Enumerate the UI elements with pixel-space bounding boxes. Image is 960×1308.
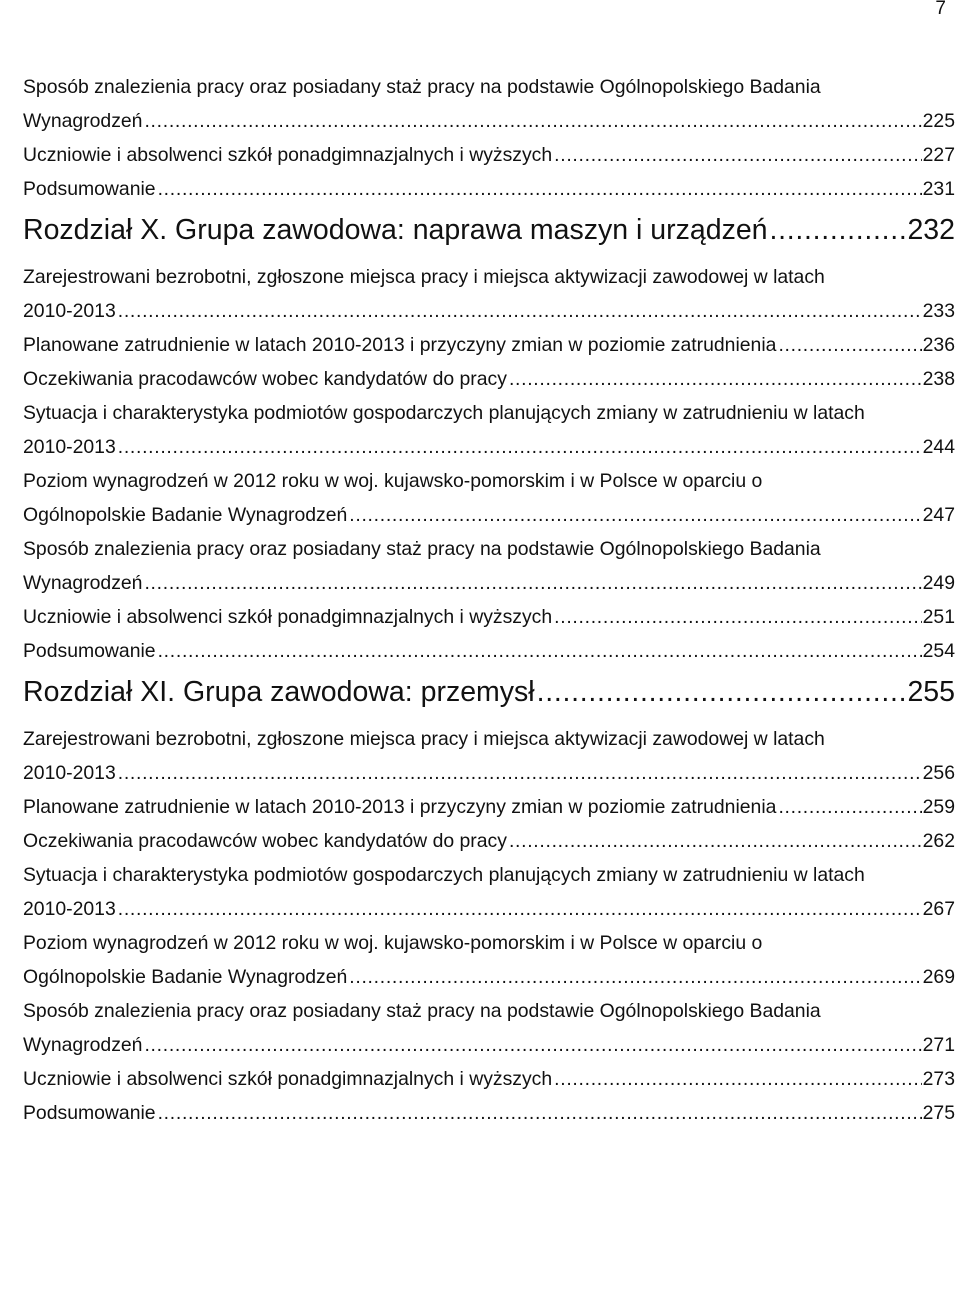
toc-entry-page: 225 (922, 110, 955, 132)
toc-entry-page: 259 (922, 796, 955, 818)
toc-entry[interactable] (23, 600, 955, 634)
toc-entry-line1: Zarejestrowani bezrobotni, zgłoszone miejsca pracy i miejsca aktywizacji zawodowej w latach (23, 728, 825, 750)
toc-entry-line1: Poziom wynagrodzeń w 2012 roku w woj. kujawsko-pomorskim i w Polsce w oparciu o (23, 470, 763, 492)
toc-entry-line1: Sposób znalezienia pracy oraz posiadany staż pracy na podstawie Ogólnopolskiego Badania (23, 538, 821, 560)
toc-entry-title: Oczekiwania pracodawców wobec kandydatów do pracy (23, 368, 507, 390)
toc-entry-page: 271 (922, 1034, 955, 1056)
toc-entry-title: Ogólnopolskie Badanie Wynagrodzeń (23, 966, 348, 988)
toc-entry[interactable] (23, 260, 955, 328)
toc-entry-title: 2010-2013 (23, 898, 116, 920)
toc-entry-line1: Poziom wynagrodzeń w 2012 roku w woj. kujawsko-pomorskim i w Polsce w oparciu o (23, 932, 763, 954)
toc-entry-leader-line (23, 566, 955, 600)
toc-entry-page: 247 (922, 504, 955, 526)
toc-entry-leader-line (23, 328, 955, 362)
dot-leader (552, 1062, 921, 1096)
toc-entry[interactable] (23, 328, 955, 362)
dot-leader (347, 960, 921, 994)
toc-chapter-entry[interactable] (23, 208, 955, 252)
toc-entry-title: Uczniowie i absolwenci szkół ponadgimnazjalnych i wyższych (23, 1068, 553, 1090)
toc-entry-title: Podsumowanie (23, 640, 156, 662)
dot-leader (347, 498, 921, 532)
toc-entry-title: Planowane zatrudnienie w latach 2010-2013 i przyczyny zmian w poziomie zatrudnienia (23, 334, 777, 356)
toc-entry-leader-line (23, 1096, 955, 1130)
dot-leader (116, 892, 922, 926)
dot-leader (156, 1096, 922, 1130)
toc-entry-line1: Sposób znalezienia pracy oraz posiadany staż pracy na podstawie Ogólnopolskiego Badania (23, 1000, 821, 1022)
toc-entry[interactable] (23, 1062, 955, 1096)
toc-chapter-page: 232 (907, 214, 955, 246)
toc-entry-title: Podsumowanie (23, 1102, 156, 1124)
dot-leader (156, 172, 922, 206)
toc-entry[interactable] (23, 362, 955, 396)
toc-entry-leader-line (23, 892, 955, 926)
toc-entry-leader-line (23, 362, 955, 396)
toc-entry-title: 2010-2013 (23, 436, 116, 458)
dot-leader (116, 430, 922, 464)
toc-entry-leader-line (23, 824, 955, 858)
toc-entry-leader-line (23, 600, 955, 634)
toc-entry-leader-line (23, 138, 955, 172)
toc-entry[interactable] (23, 994, 955, 1062)
dot-leader (507, 362, 922, 396)
toc-entry-page: 231 (922, 178, 955, 200)
toc-entry-title: Wynagrodzeń (23, 110, 143, 132)
toc-entry-page: 262 (922, 830, 955, 852)
toc-entry[interactable] (23, 396, 955, 464)
toc-entry-page: 233 (922, 300, 955, 322)
toc-entry-leader-line (23, 498, 955, 532)
toc-entry-title: Wynagrodzeń (23, 1034, 143, 1056)
dot-leader (116, 294, 922, 328)
toc-entry-title: 2010-2013 (23, 300, 116, 322)
toc-entry[interactable] (23, 634, 955, 668)
toc-entry-title: Planowane zatrudnienie w latach 2010-2013 i przyczyny zmian w poziomie zatrudnienia (23, 796, 777, 818)
toc-chapter-leader-line (23, 208, 955, 252)
toc-entry-leader-line (23, 430, 955, 464)
toc-chapter-title: Rozdział X. Grupa zawodowa: naprawa maszyn i urządzeń (23, 214, 768, 246)
toc-entry-title: Ogólnopolskie Badanie Wynagrodzeń (23, 504, 348, 526)
toc-entry-page: 251 (922, 606, 955, 628)
toc-entry[interactable] (23, 172, 955, 206)
toc-entry[interactable] (23, 858, 955, 926)
toc-entry-leader-line (23, 1028, 955, 1062)
toc-chapter-entry[interactable] (23, 670, 955, 714)
toc-entry[interactable] (23, 722, 955, 790)
dot-leader (552, 138, 921, 172)
toc-entry-page: 227 (922, 144, 955, 166)
toc-entry-title: Wynagrodzeń (23, 572, 143, 594)
toc-entry[interactable] (23, 138, 955, 172)
toc-entry-page: 269 (922, 966, 955, 988)
toc-entry-line1: Sytuacja i charakterystyka podmiotów gospodarczych planujących zmiany w zatrudnieniu w latach (23, 864, 865, 886)
dot-leader (142, 1028, 921, 1062)
toc-entry-leader-line (23, 1062, 955, 1096)
toc-entry-line1: Sposób znalezienia pracy oraz posiadany staż pracy na podstawie Ogólnopolskiego Badania (23, 76, 821, 98)
dot-leader (552, 600, 921, 634)
toc-entry-title: 2010-2013 (23, 762, 116, 784)
toc-entry[interactable] (23, 464, 955, 532)
table-of-contents (23, 70, 955, 1130)
toc-chapter-leader-line (23, 670, 955, 714)
toc-entry-leader-line (23, 294, 955, 328)
toc-entry-page: 238 (922, 368, 955, 390)
dot-leader (776, 328, 921, 362)
toc-entry-page: 273 (922, 1068, 955, 1090)
toc-entry[interactable] (23, 1096, 955, 1130)
toc-entry-page: 256 (922, 762, 955, 784)
toc-entry-page: 275 (922, 1102, 955, 1124)
toc-entry-line1: Zarejestrowani bezrobotni, zgłoszone miejsca pracy i miejsca aktywizacji zawodowej w latach (23, 266, 825, 288)
dot-leader (156, 634, 922, 668)
toc-entry-leader-line (23, 104, 955, 138)
toc-entry-leader-line (23, 960, 955, 994)
dot-leader (142, 566, 921, 600)
dot-leader (116, 756, 922, 790)
toc-entry-title: Uczniowie i absolwenci szkół ponadgimnazjalnych i wyższych (23, 606, 553, 628)
toc-entry-title: Oczekiwania pracodawców wobec kandydatów do pracy (23, 830, 507, 852)
toc-entry-page: 267 (922, 898, 955, 920)
toc-entry[interactable] (23, 70, 955, 138)
toc-chapter-title: Rozdział XI. Grupa zawodowa: przemysł (23, 676, 535, 708)
page-number: 7 (935, 0, 946, 19)
toc-entry-leader-line (23, 634, 955, 668)
toc-entry[interactable] (23, 532, 955, 600)
toc-chapter-page: 255 (907, 676, 955, 708)
dot-leader (776, 790, 921, 824)
toc-entry-leader-line (23, 172, 955, 206)
toc-entry-page: 254 (922, 640, 955, 662)
toc-entry[interactable] (23, 824, 955, 858)
toc-entry[interactable] (23, 926, 955, 994)
toc-entry-leader-line (23, 756, 955, 790)
toc-entry-page: 249 (922, 572, 955, 594)
toc-entry-title: Podsumowanie (23, 178, 156, 200)
dot-leader (768, 208, 907, 252)
toc-entry-leader-line (23, 790, 955, 824)
dot-leader (507, 824, 922, 858)
toc-entry-page: 236 (922, 334, 955, 356)
dot-leader (535, 670, 907, 714)
toc-entry[interactable] (23, 790, 955, 824)
toc-entry-title: Uczniowie i absolwenci szkół ponadgimnazjalnych i wyższych (23, 144, 553, 166)
toc-entry-page: 244 (922, 436, 955, 458)
dot-leader (142, 104, 921, 138)
toc-entry-line1: Sytuacja i charakterystyka podmiotów gospodarczych planujących zmiany w zatrudnieniu w latach (23, 402, 865, 424)
